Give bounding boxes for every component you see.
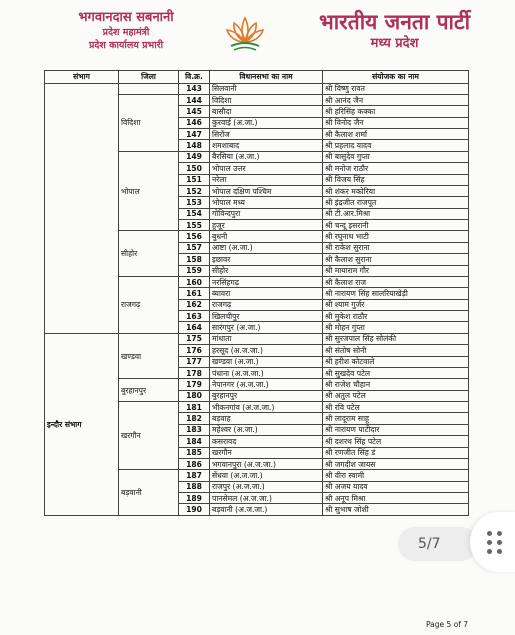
cell-jila: विदिशा — [119, 94, 179, 151]
cell-number: 152 — [179, 185, 210, 196]
cell-vidhansabha: सेंधवा (अ.ज.जा.) — [210, 470, 323, 481]
cell-vidhansabha: सारंगपुर (अ.जा.) — [210, 322, 323, 333]
cell-sanyojak: श्री दशरथ सिंह पटेल — [323, 436, 469, 447]
official-name: भगवानदास सबनानी — [78, 10, 174, 25]
cell-number: 157 — [179, 242, 210, 253]
cell-sanyojak: श्री कैलाश शर्मा — [323, 129, 469, 140]
cell-vidhansabha: गोविन्दपुरा — [210, 208, 323, 219]
cell-sanyojak: श्री वीरा स्वामी — [323, 470, 469, 481]
cell-sanyojak: श्री अजय यादव — [323, 481, 469, 492]
cell-number: 144 — [179, 94, 210, 105]
cell-sanyojak: श्री हरीश कोटवाले — [323, 356, 469, 367]
cell-jila: भोपाल — [119, 151, 179, 231]
cell-sanyojak: श्री नारायण पाटीदार — [323, 424, 469, 435]
cell-number: 148 — [179, 140, 210, 151]
cell-vidhansabha: बैरसिया (अ.जा.) — [210, 151, 323, 162]
header-right-block — [302, 8, 487, 51]
cell-vidhansabha: भीकनगांव (अ.ज.जा.) — [210, 402, 323, 413]
cell-sanyojak: श्री विनोद जैन — [323, 117, 469, 128]
cell-jila: बड़वानी — [119, 470, 179, 516]
cell-sanyojak: श्री शंकर मकोरिया — [323, 185, 469, 196]
cell-number: 163 — [179, 311, 210, 322]
official-title: प्रदेश महामंत्री — [102, 27, 150, 38]
cell-sanyojak: श्री सुभाष जोशी — [323, 504, 469, 515]
cell-sanyojak: श्री जगदीश जायस — [323, 458, 469, 469]
cell-sambhag — [45, 83, 119, 333]
cell-number: 154 — [179, 208, 210, 219]
cell-vidhansabha: विदिशा — [210, 94, 323, 105]
cell-vidhansabha: महेश्वर (अ.जा.) — [210, 424, 323, 435]
cell-vidhansabha: बड़वाह — [210, 413, 323, 424]
party-name: भारतीय जनता पार्टी — [318, 9, 471, 34]
table-row — [45, 333, 469, 344]
cell-number: 184 — [179, 436, 210, 447]
cell-number: 181 — [179, 402, 210, 413]
col-header-sanyojak: संयोजक का नाम — [323, 71, 469, 84]
cell-number: 158 — [179, 254, 210, 265]
cell-vidhansabha: बड़वानी (अ.ज.जा.) — [210, 504, 323, 515]
cell-number: 186 — [179, 458, 210, 469]
cell-number: 159 — [179, 265, 210, 276]
table-row — [45, 83, 469, 94]
cell-vidhansabha: मांधाता — [210, 333, 323, 344]
cell-number: 150 — [179, 163, 210, 174]
coordinators-table — [44, 70, 469, 516]
cell-vidhansabha: नेपानगर (अ.ज.जा.) — [210, 379, 323, 390]
cell-sanyojak: श्री अतुल पटेल — [323, 390, 469, 401]
cell-vidhansabha: सिलवानी — [210, 83, 323, 94]
cell-sanyojak: श्री हरिसिंह कक्का — [323, 106, 469, 117]
cell-number: 147 — [179, 129, 210, 140]
cell-number: 177 — [179, 356, 210, 367]
cell-number: 151 — [179, 174, 210, 185]
cell-number: 162 — [179, 299, 210, 310]
cell-sanyojak: श्री मोहन गुप्ता — [323, 322, 469, 333]
cell-vidhansabha: भोपाल मध्य — [210, 197, 323, 208]
cell-vidhansabha: खरगौन — [210, 447, 323, 458]
cell-vidhansabha: बुधनी — [210, 231, 323, 242]
cell-sanyojak: श्री मनोज राठौर — [323, 163, 469, 174]
cell-sanyojak: श्री आनंद जैन — [323, 94, 469, 105]
cell-vidhansabha: भगवानपुरा (अ.ज.जा.) — [210, 458, 323, 469]
state-name: मध्य प्रदेश — [370, 36, 419, 51]
cell-number: 175 — [179, 333, 210, 344]
cell-sanyojak: श्री विष्णु रावत — [323, 83, 469, 94]
cell-vidhansabha: राजपुर (अ.ज.जा.) — [210, 481, 323, 492]
col-header-vidhansabha: विधानसभा का नाम — [210, 71, 323, 84]
cell-number: 160 — [179, 276, 210, 287]
cell-number: 145 — [179, 106, 210, 117]
cell-number: 185 — [179, 447, 210, 458]
cell-vidhansabha: खण्डवा (अ.जा.) — [210, 356, 323, 367]
cell-vidhansabha: हरसूद (अ.ज.जा.) — [210, 345, 323, 356]
col-header-sambhag: संभाग — [45, 71, 119, 84]
cell-sanyojak: श्री बासुदेव गुप्ता — [323, 151, 469, 162]
cell-vidhansabha: शमशाबाद — [210, 140, 323, 151]
cell-jila: बुरहानपुर — [119, 379, 179, 402]
col-header-number: वि.क्र. — [179, 71, 210, 84]
cell-number: 178 — [179, 367, 210, 378]
cell-number: 164 — [179, 322, 210, 333]
cell-vidhansabha: हुजूर — [210, 220, 323, 231]
cell-number: 155 — [179, 220, 210, 231]
cell-vidhansabha: नरसिंहगढ़ — [210, 276, 323, 287]
table-header-row — [45, 71, 469, 84]
cell-jila: खरगौन — [119, 402, 179, 470]
cell-vidhansabha: खिलचीपुर — [210, 311, 323, 322]
cell-sanyojak: श्री श्याम गुर्जर — [323, 299, 469, 310]
cell-number: 153 — [179, 197, 210, 208]
cell-sanyojak: श्री राकेश सुराना — [323, 242, 469, 253]
cell-sanyojak: श्री लादूराम साहू — [323, 413, 469, 424]
cell-vidhansabha: सीहोर — [210, 265, 323, 276]
cell-sanyojak: श्री कैलाश सुराना — [323, 254, 469, 265]
cell-number: 149 — [179, 151, 210, 162]
page-counter: 5/7 — [398, 527, 478, 561]
cell-jila: खण्डवा — [119, 333, 179, 379]
cell-number: 188 — [179, 481, 210, 492]
page-footer: Page 5 of 7 — [426, 620, 469, 629]
cell-vidhansabha: कुरवाई (अ.जा.) — [210, 117, 323, 128]
cell-sanyojak: श्री अनूप मिश्रा — [323, 493, 469, 504]
cell-vidhansabha: भोपाल उत्तर — [210, 163, 323, 174]
cell-vidhansabha: बुरहानपुर — [210, 390, 323, 401]
cell-sanyojak: श्री इंद्रजीत राजपूत — [323, 197, 469, 208]
cell-number: 187 — [179, 470, 210, 481]
cell-jila: सीहोर — [119, 231, 179, 277]
cell-vidhansabha: सिरोंज — [210, 129, 323, 140]
cell-sanyojak: श्री रघुनाथ भाटी — [323, 231, 469, 242]
cell-number: 183 — [179, 424, 210, 435]
cell-sanyojak: श्री रणजीत सिंह डं — [323, 447, 469, 458]
cell-vidhansabha: आष्टा (अ.जा.) — [210, 242, 323, 253]
cell-number: 143 — [179, 83, 210, 94]
col-header-jila: जिला — [119, 71, 179, 84]
cell-vidhansabha: ब्यावरा — [210, 288, 323, 299]
cell-sanyojak: श्री मुकेश राठौर — [323, 311, 469, 322]
cell-number: 190 — [179, 504, 210, 515]
cell-sanyojak: श्री नारायण सिंह सालरियाखेड़ी — [323, 288, 469, 299]
cell-vidhansabha: पानसेमल (अ.ज.जा.) — [210, 493, 323, 504]
cell-sanyojak: श्री कैलाश राज — [323, 276, 469, 287]
cell-vidhansabha: भोपाल दक्षिण पश्चिम — [210, 185, 323, 196]
cell-number: 189 — [179, 493, 210, 504]
cell-vidhansabha: बासौदा — [210, 106, 323, 117]
cell-number: 182 — [179, 413, 210, 424]
cell-vidhansabha: इछावर — [210, 254, 323, 265]
cell-sanyojak: श्री प्रहलाद यादव — [323, 140, 469, 151]
cell-sambhag: इन्दौर संभाग — [45, 333, 119, 515]
cell-vidhansabha: कसरावद — [210, 436, 323, 447]
cell-sanyojak: श्री विजय सिंह — [323, 174, 469, 185]
cell-jila — [119, 83, 179, 94]
cell-number: 156 — [179, 231, 210, 242]
lotus-icon — [225, 14, 265, 52]
cell-sanyojak: श्री राजेश चौहान — [323, 379, 469, 390]
cell-number: 176 — [179, 345, 210, 356]
cell-sanyojak: श्री सुरजपाल सिंह सोलंकी — [323, 333, 469, 344]
cell-vidhansabha: राजगढ़ — [210, 299, 323, 310]
header-left-block — [56, 10, 196, 52]
cell-sanyojak: श्री चन्दू इसरानी — [323, 220, 469, 231]
official-role: प्रदेश कार्यालय प्रभारी — [88, 40, 164, 51]
cell-sanyojak: श्री सुखदेव पटेल — [323, 367, 469, 378]
cell-sanyojak: श्री टी.आर.मिश्रा — [323, 208, 469, 219]
cell-sanyojak: श्री रवि पटेल — [323, 402, 469, 413]
cell-vidhansabha: पंधाना (अ.ज.जा.) — [210, 367, 323, 378]
cell-number: 179 — [179, 379, 210, 390]
cell-sanyojak: श्री संतोष सोनी — [323, 345, 469, 356]
cell-vidhansabha: नरेला — [210, 174, 323, 185]
cell-number: 146 — [179, 117, 210, 128]
cell-number: 161 — [179, 288, 210, 299]
cell-jila: राजगढ़ — [119, 276, 179, 333]
cell-number: 180 — [179, 390, 210, 401]
cell-sanyojak: श्री मायाराम गौर — [323, 265, 469, 276]
